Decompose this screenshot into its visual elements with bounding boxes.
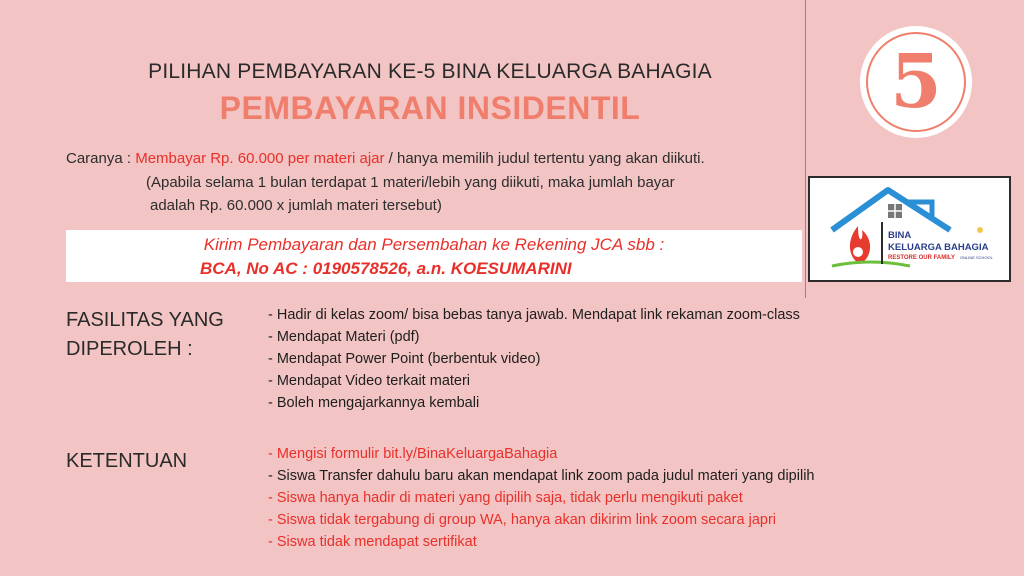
list-item: - Siswa tidak mendapat sertifikat xyxy=(268,534,477,550)
bank-info-box xyxy=(66,230,802,282)
divider-line xyxy=(805,0,806,298)
list-item: - Siswa hanya hadir di materi yang dipilih saja, tidak perlu mengikuti paket xyxy=(268,490,743,506)
list-item: - Hadir di kelas zoom/ bisa bebas tanya jawab. Mendapat link rekaman zoom-class xyxy=(268,307,800,323)
badge-number: 5 xyxy=(866,32,966,132)
bank-instruction: Kirim Pembayaran dan Persembahan ke Rekening JCA sbb : xyxy=(203,235,665,254)
fasilitas-heading xyxy=(66,306,224,364)
caranya-highlight: Membayar Rp. 60.000 per materi ajar xyxy=(135,150,385,167)
fasilitas-list xyxy=(268,304,800,414)
fasilitas-heading-line2: DIPEROLEH : xyxy=(66,338,193,360)
bank-account: BCA, No AC : 0190578526, a.n. KOESUMARINI xyxy=(200,259,572,278)
logo-small-text: ONLINE SCHOOL xyxy=(960,255,993,260)
ketentuan-heading: KETENTUAN xyxy=(66,450,188,472)
list-item: - Siswa tidak tergabung di group WA, hanya akan dikirim link zoom secara japri xyxy=(268,512,777,528)
fasilitas-heading-line1: FASILITAS YANG xyxy=(66,309,224,331)
list-item: - Mendapat Video terkait materi xyxy=(268,373,471,389)
caranya-note-line1: (Apabila selama 1 bulan terdapat 1 materi/lebih yang diikuti, maka jumlah bayar xyxy=(146,174,675,191)
list-item: - Boleh mengajarkannya kembali xyxy=(268,395,480,411)
logo-tagline: RESTORE OUR FAMILY xyxy=(888,255,956,261)
list-item: - Mendapat Power Point (berbentuk video) xyxy=(268,351,541,367)
page-title: PEMBAYARAN INSIDENTIL xyxy=(219,90,641,126)
page-subtitle: PILIHAN PEMBAYARAN KE-5 BINA KELUARGA BAHAGIA xyxy=(148,60,712,83)
ketentuan-list xyxy=(268,443,814,553)
caranya-label: Caranya : xyxy=(66,150,136,167)
logo-box xyxy=(808,176,1011,282)
logo-text-bina: BINA xyxy=(888,230,912,241)
list-item: - Siswa Transfer dahulu baru akan mendapat link zoom pada judul materi yang dipilih xyxy=(268,468,815,484)
logo-text-keluarga: KELUARGA BAHAGIA xyxy=(888,242,989,253)
house-logo-icon xyxy=(810,178,1013,284)
list-item: - Mendapat Materi (pdf) xyxy=(268,329,420,345)
caranya-rest: / hanya memilih judul tertentu yang akan diikuti. xyxy=(384,150,705,167)
number-badge xyxy=(860,26,972,138)
caranya-note-line2: adalah Rp. 60.000 x jumlah materi tersebut) xyxy=(150,197,442,214)
list-item: - Mengisi formulir bit.ly/BinaKeluargaBahagia xyxy=(268,446,558,462)
caranya-line xyxy=(66,150,705,167)
